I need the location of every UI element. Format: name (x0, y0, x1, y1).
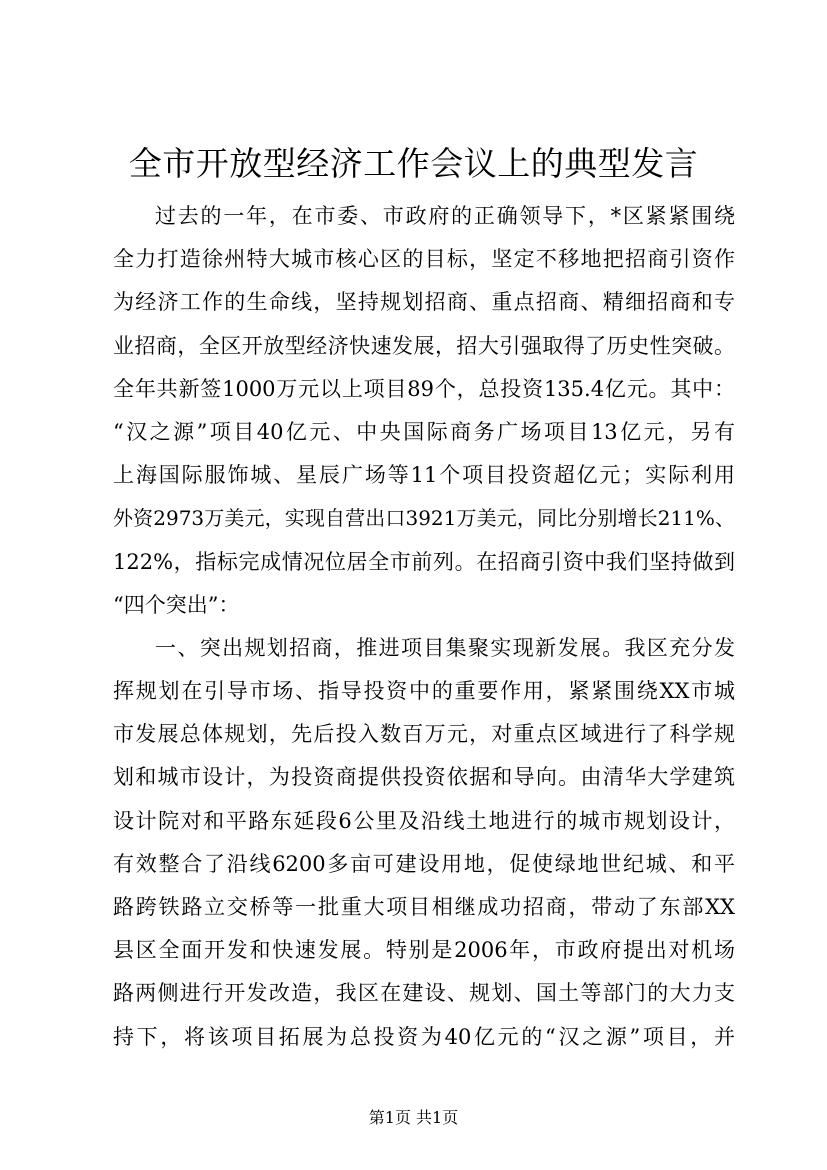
paragraph-line: 过去的一年，在市委、市政府的正确领导下，*区紧紧围绕 (155, 204, 735, 228)
paragraph-line: 市发展总体规划，先后投入数百万元，对重点区域进行了科学规 (113, 722, 735, 747)
document-title: 全市开放型经济工作会议上的典型发言 (128, 144, 699, 183)
paragraph-line: 县区全面开发和快速发展。特别是2006年，市政府提出对机场 (113, 938, 735, 963)
paragraph-line: 有效整合了沿线6200多亩可建设用地，促使绿地世纪城、和平 (113, 851, 735, 876)
paragraph-line: 划和城市设计，为投资商提供投资依据和导向。由清华大学建筑 (113, 765, 735, 790)
paragraph-line: 设计院对和平路东延段6公里及沿线土地进行的城市规划设计， (113, 808, 735, 833)
paragraph-line: 业招商，全区开放型经济快速发展，招大引强取得了历史性突破。 (113, 333, 735, 358)
paragraph-line: 一、突出规划招商，推进项目集聚实现新发展。我区充分发 (155, 635, 735, 660)
paragraph-line: 全力打造徐州特大城市核心区的目标，坚定不移地把招商引资作 (113, 247, 735, 272)
paragraph-line: 路两侧进行开发改造，我区在建设、规划、国土等部门的大力支 (113, 981, 735, 1006)
paragraph-line: “汉之源”项目40亿元、中央国际商务广场项目13亿元，另有 (113, 419, 735, 444)
paragraph-line: 持下，将该项目拓展为总投资为40亿元的“汉之源”项目，并 (113, 1024, 735, 1049)
paragraph-line: 全年共新签1000万元以上项目89个，总投资135.4亿元。其中： (113, 376, 735, 401)
document-body (113, 195, 735, 1059)
paragraph-line: 挥规划在引导市场、指导投资中的重要作用，紧紧围绕XX市城 (113, 679, 735, 704)
paragraph-line: 为经济工作的生命线，坚持规划招商、重点招商、精细招商和专 (113, 290, 735, 315)
paragraph-line: 外资2973万美元，实现自营出口3921万美元，同比分别增长211%、 (113, 506, 735, 531)
paragraph-line: 122%，指标完成情况位居全市前列。在招商引资中我们坚持做到 (113, 549, 735, 574)
paragraph-line: 上海国际服饰城、星辰广场等11个项目投资超亿元；实际利用 (113, 463, 735, 488)
paragraph-line: “四个突出”： (113, 592, 240, 617)
paragraph-line: 路跨铁路立交桥等一批重大项目相继成功招商，带动了东部XX (113, 895, 735, 919)
page-footer: 第1页 共1页 (368, 1108, 459, 1127)
